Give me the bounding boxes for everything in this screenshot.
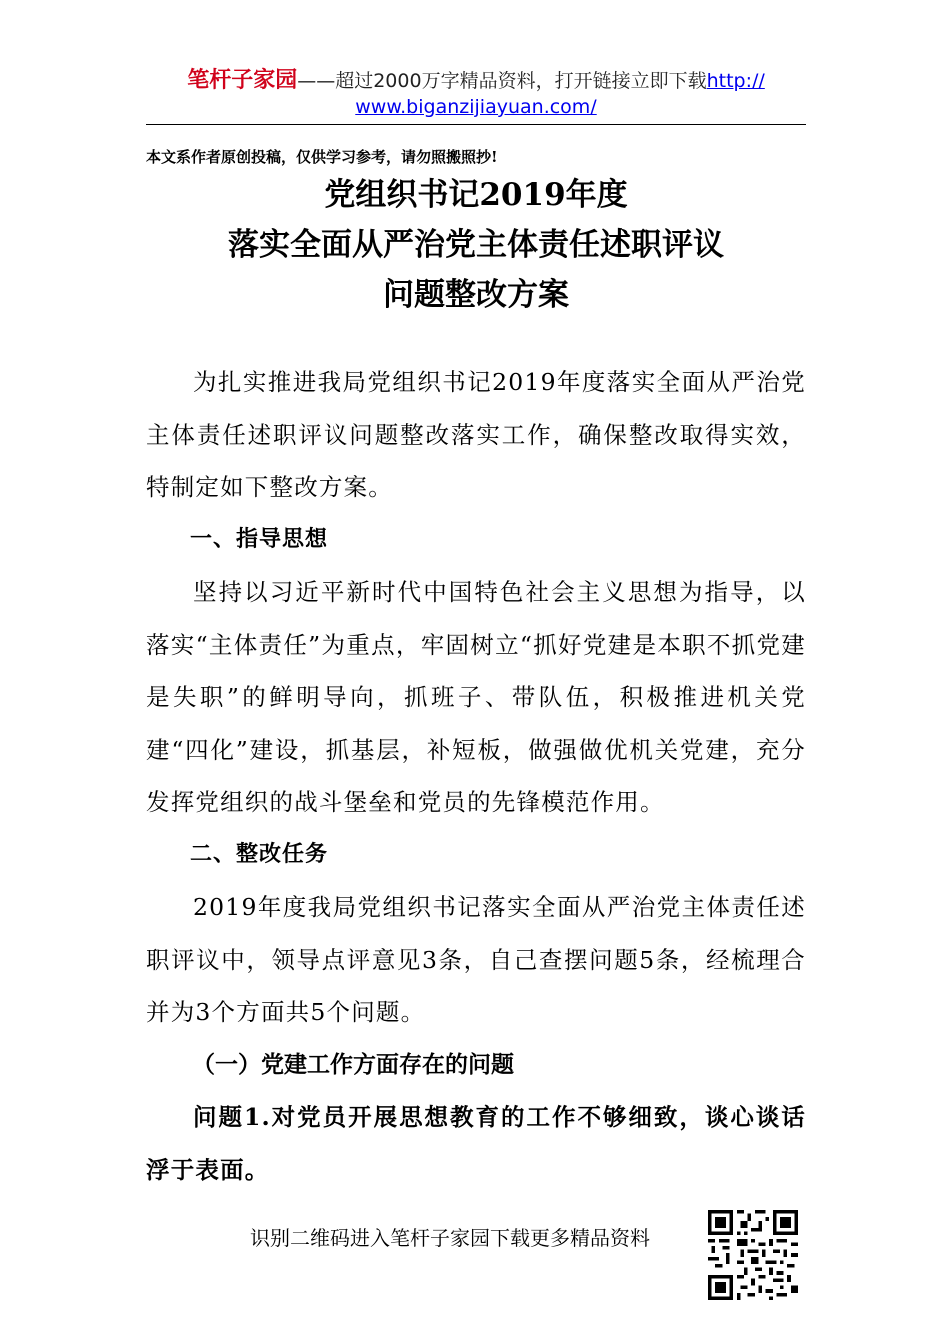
header-tagline: ——超过2000万字精品资料，打开链接立即下载 — [297, 70, 707, 92]
site-header — [146, 68, 806, 120]
title-line-1: 党组织书记2019年度 — [324, 177, 628, 213]
guidance-paragraph: 坚持以习近平新时代中国特色社会主义思想为指导，以落实“主体责任”为重点，牢固树立“抓好党建是本职不抓党建是失职”的鲜明导向，抓班子、带队伍，积极推进机关党建“四化”建设，抓基层，补短板，做强做优机关党建，充分发挥党组织的战斗堡垒和党员的先锋模范作用。 — [146, 578, 806, 816]
copyright-notice: 本文系作者原创投稿，仅供学习参考，请勿照搬照抄! — [146, 148, 498, 166]
title-line-2: 落实全面从严治党主体责任述职评议 — [228, 227, 724, 263]
document-title — [146, 170, 806, 320]
qr-code-icon[interactable] — [708, 1210, 798, 1300]
section-heading-guidance: 一、指导思想 — [190, 526, 329, 552]
intro-paragraph: 为扎实推进我局党组织书记2019年度落实全面从严治党主体责任述职评议问题整改落实工作，确保整改取得实效，特制定如下整改方案。 — [146, 368, 806, 501]
subsection-heading-party-building: （一）党建工作方面存在的问题 — [192, 1050, 514, 1078]
problem-1: 问题1.对党员开展思想教育的工作不够细致，谈心谈话浮于表面。 — [146, 1103, 806, 1184]
title-line-3: 问题整改方案 — [383, 277, 569, 313]
tasks-paragraph: 2019年度我局党组织书记落实全面从严治党主体责任述职评议中，领导点评意见3条，自己查摆问题5条，经梳理合并为3个方面共5个问题。 — [146, 893, 806, 1026]
section-heading-tasks: 二、整改任务 — [190, 841, 329, 867]
brand-name: 笔杆子家园 — [187, 68, 298, 93]
footer-text: 识别二维码进入笔杆子家园下载更多精品资料 — [250, 1226, 650, 1250]
document-body — [146, 356, 806, 1196]
site-link[interactable]: http:// www.biganzijiayuan.com/ — [355, 70, 765, 118]
header-divider — [146, 124, 806, 125]
